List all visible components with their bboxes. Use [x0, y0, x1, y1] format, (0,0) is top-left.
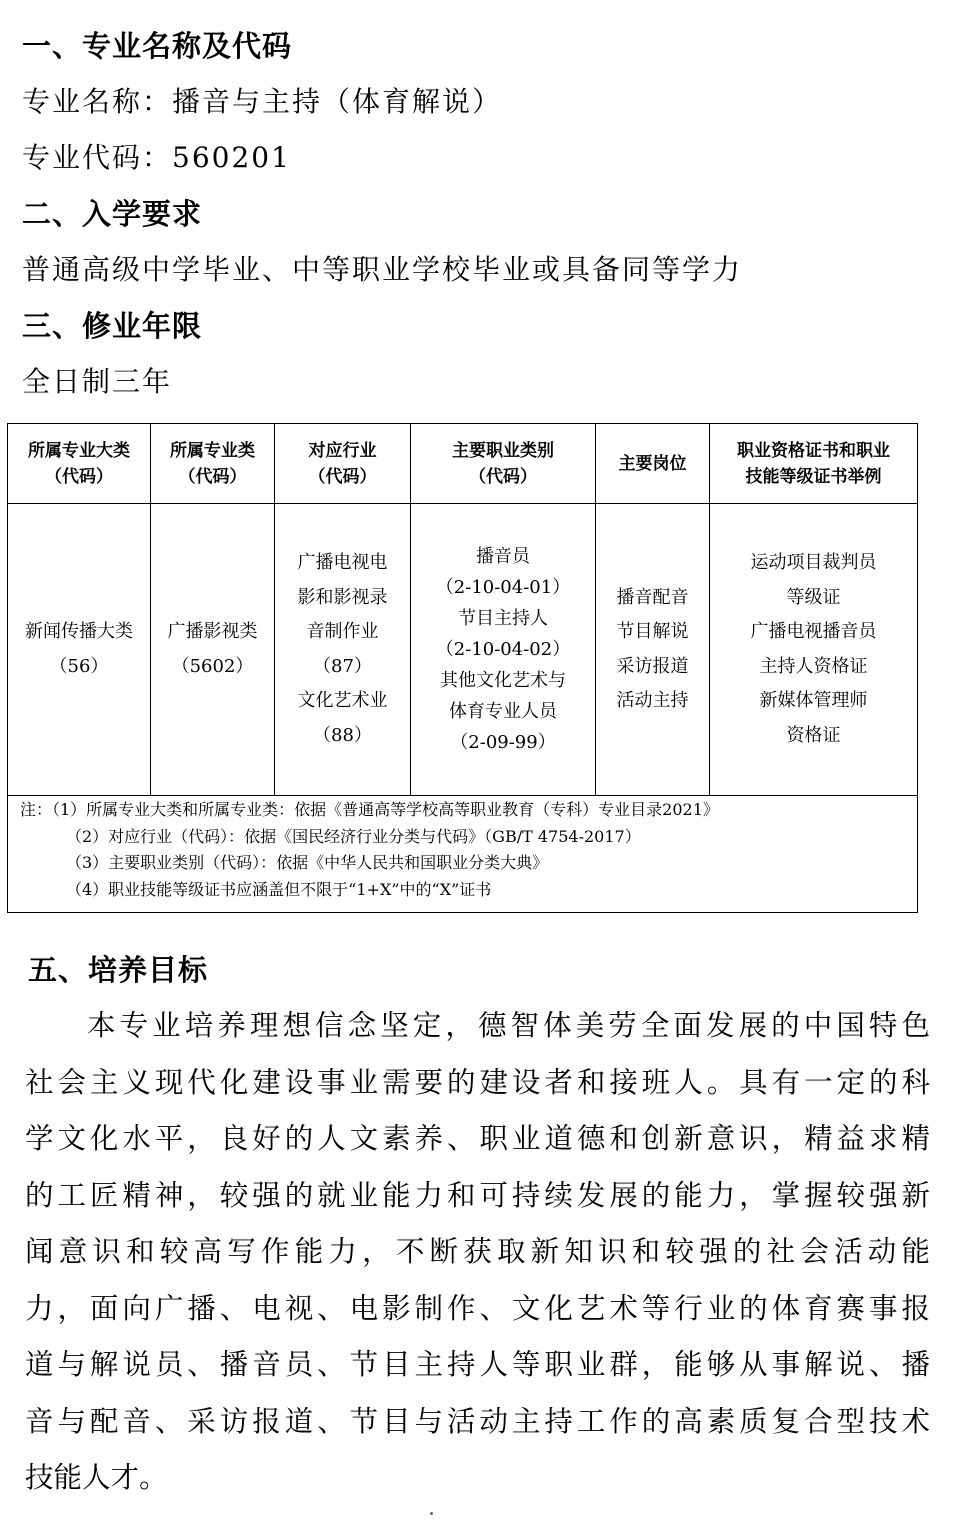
paragraph-line: 力，面向广播、电视、电影制作、文化艺术等行业的体育赛事报 — [25, 1291, 930, 1325]
section-3-title: 三、修业年限 — [22, 309, 203, 343]
cell-occupation — [411, 504, 596, 796]
cell-text: 新闻传播大类 — [25, 621, 133, 642]
cell-text: 资格证 — [786, 724, 841, 746]
cell-text: 广播影视类 — [167, 621, 258, 642]
header-text: （代码） — [178, 466, 247, 487]
cell-text: 其他文化艺术与 — [440, 670, 566, 691]
cell-text: （5602） — [171, 655, 254, 677]
paragraph-line: 闻意识和较高写作能力，不断获取新知识和较强的社会活动能 — [25, 1235, 930, 1268]
header-text: （代码） — [45, 466, 113, 487]
cell-text: 广播电视播音员 — [750, 621, 877, 642]
objective-paragraph — [25, 998, 930, 1507]
paragraph-line: 本专业培养理想信念坚定，德智体美劳全面发展的中国特色 — [87, 1009, 930, 1042]
cell-certificates — [710, 504, 918, 796]
cell-text: 影和影视录 — [297, 586, 388, 608]
paragraph-line: 道与解说员、播音员、节目主持人等职业群，能够从事解说、播 — [25, 1348, 930, 1381]
header-positions — [596, 424, 710, 504]
header-text: 所属专业大类 — [28, 440, 130, 461]
header-certificates — [710, 424, 918, 504]
table-header-row — [8, 424, 918, 504]
section-5-title: 五、培养目标 — [28, 953, 209, 987]
table-note: （3）主要职业类别（代码）：依据《中华人民共和国职业分类大典》 — [66, 853, 549, 872]
cell-text: 节目解说 — [616, 621, 689, 642]
cell-text: 体育专业人员 — [449, 701, 557, 722]
cell-text: （2-10-04-02） — [435, 639, 571, 660]
study-duration: 全日制三年 — [22, 365, 173, 398]
header-occupation — [411, 424, 596, 504]
cell-text: 主持人资格证 — [759, 655, 868, 677]
major-name: 专业名称：播音与主持（体育解说） — [22, 85, 503, 118]
header-text: 对应行业 — [308, 440, 377, 461]
major-code: 专业代码：560201 — [22, 141, 291, 174]
admission-requirement: 普通高级中学毕业、中等职业学校毕业或具备同等学力 — [22, 253, 743, 286]
section-1-title: 一、专业名称及代码 — [22, 29, 293, 63]
cell-text: 播音配音 — [616, 586, 689, 608]
cell-text: （88） — [313, 724, 372, 746]
cell-text: 播音员 — [476, 546, 530, 567]
page-mark — [430, 1512, 433, 1515]
header-text: 职业资格证书和职业 — [737, 440, 890, 461]
cell-industry — [275, 504, 411, 796]
paragraph-line: 学文化水平，良好的人文素养、职业道德和创新意识，精益求精 — [25, 1122, 930, 1155]
cell-text: 运动项目裁判员 — [750, 552, 877, 573]
paragraph-line: 社会主义现代化建设事业需要的建设者和接班人。具有一定的科 — [25, 1065, 930, 1099]
paragraph-line: 技能人才。 — [25, 1461, 168, 1494]
cell-text: 等级证 — [786, 586, 841, 608]
cell-text: 采访报道 — [616, 655, 689, 677]
table-row — [8, 504, 918, 796]
cell-text: 活动主持 — [616, 690, 689, 711]
cell-text: （87） — [313, 655, 372, 677]
cell-text: （56） — [49, 655, 109, 677]
header-text: 主要岗位 — [618, 453, 687, 474]
cell-text: 新媒体管理师 — [759, 690, 868, 711]
table-note: （2）对应行业（代码）：依据《国民经济行业分类与代码》（GB/T 4754-2017） — [66, 826, 641, 846]
cell-text: 节目主持人 — [458, 608, 548, 629]
cell-major-category — [8, 504, 151, 796]
cell-text: （2-09-99） — [450, 732, 556, 753]
table-notes-row — [8, 796, 918, 913]
header-text: （代码） — [308, 466, 377, 487]
header-text: （代码） — [469, 466, 537, 487]
cell-positions — [596, 504, 710, 796]
header-text: 技能等级证书举例 — [745, 466, 882, 487]
cell-major-class — [151, 504, 275, 796]
paragraph-line: 的工匠精神，较强的就业能力和可持续发展的能力，掌握较强新 — [25, 1178, 930, 1212]
cell-text: 音制作业 — [306, 621, 379, 642]
section-2-title: 二、入学要求 — [22, 197, 203, 231]
major-info-table — [7, 423, 918, 913]
header-major-category — [8, 424, 151, 504]
header-text: 主要职业类别 — [452, 440, 554, 461]
table-note: 注：（1）所属专业大类和所属专业类：依据《普通高等学校高等职业教育（专科）专业目录2021》 — [20, 800, 719, 819]
cell-text: 广播电视电 — [297, 552, 388, 573]
cell-text: （2-10-04-01） — [435, 577, 571, 598]
header-text: 所属专业类 — [170, 440, 255, 461]
cell-text: 文化艺术业 — [297, 690, 388, 711]
header-industry — [275, 424, 411, 504]
header-major-class — [151, 424, 275, 504]
paragraph-line: 音与配音、采访报道、节目与活动主持工作的高素质复合型技术 — [25, 1404, 930, 1438]
table-notes — [8, 796, 918, 913]
table-note: （4）职业技能等级证书应涵盖但不限于“1+X”中的“X”证书 — [66, 879, 492, 899]
